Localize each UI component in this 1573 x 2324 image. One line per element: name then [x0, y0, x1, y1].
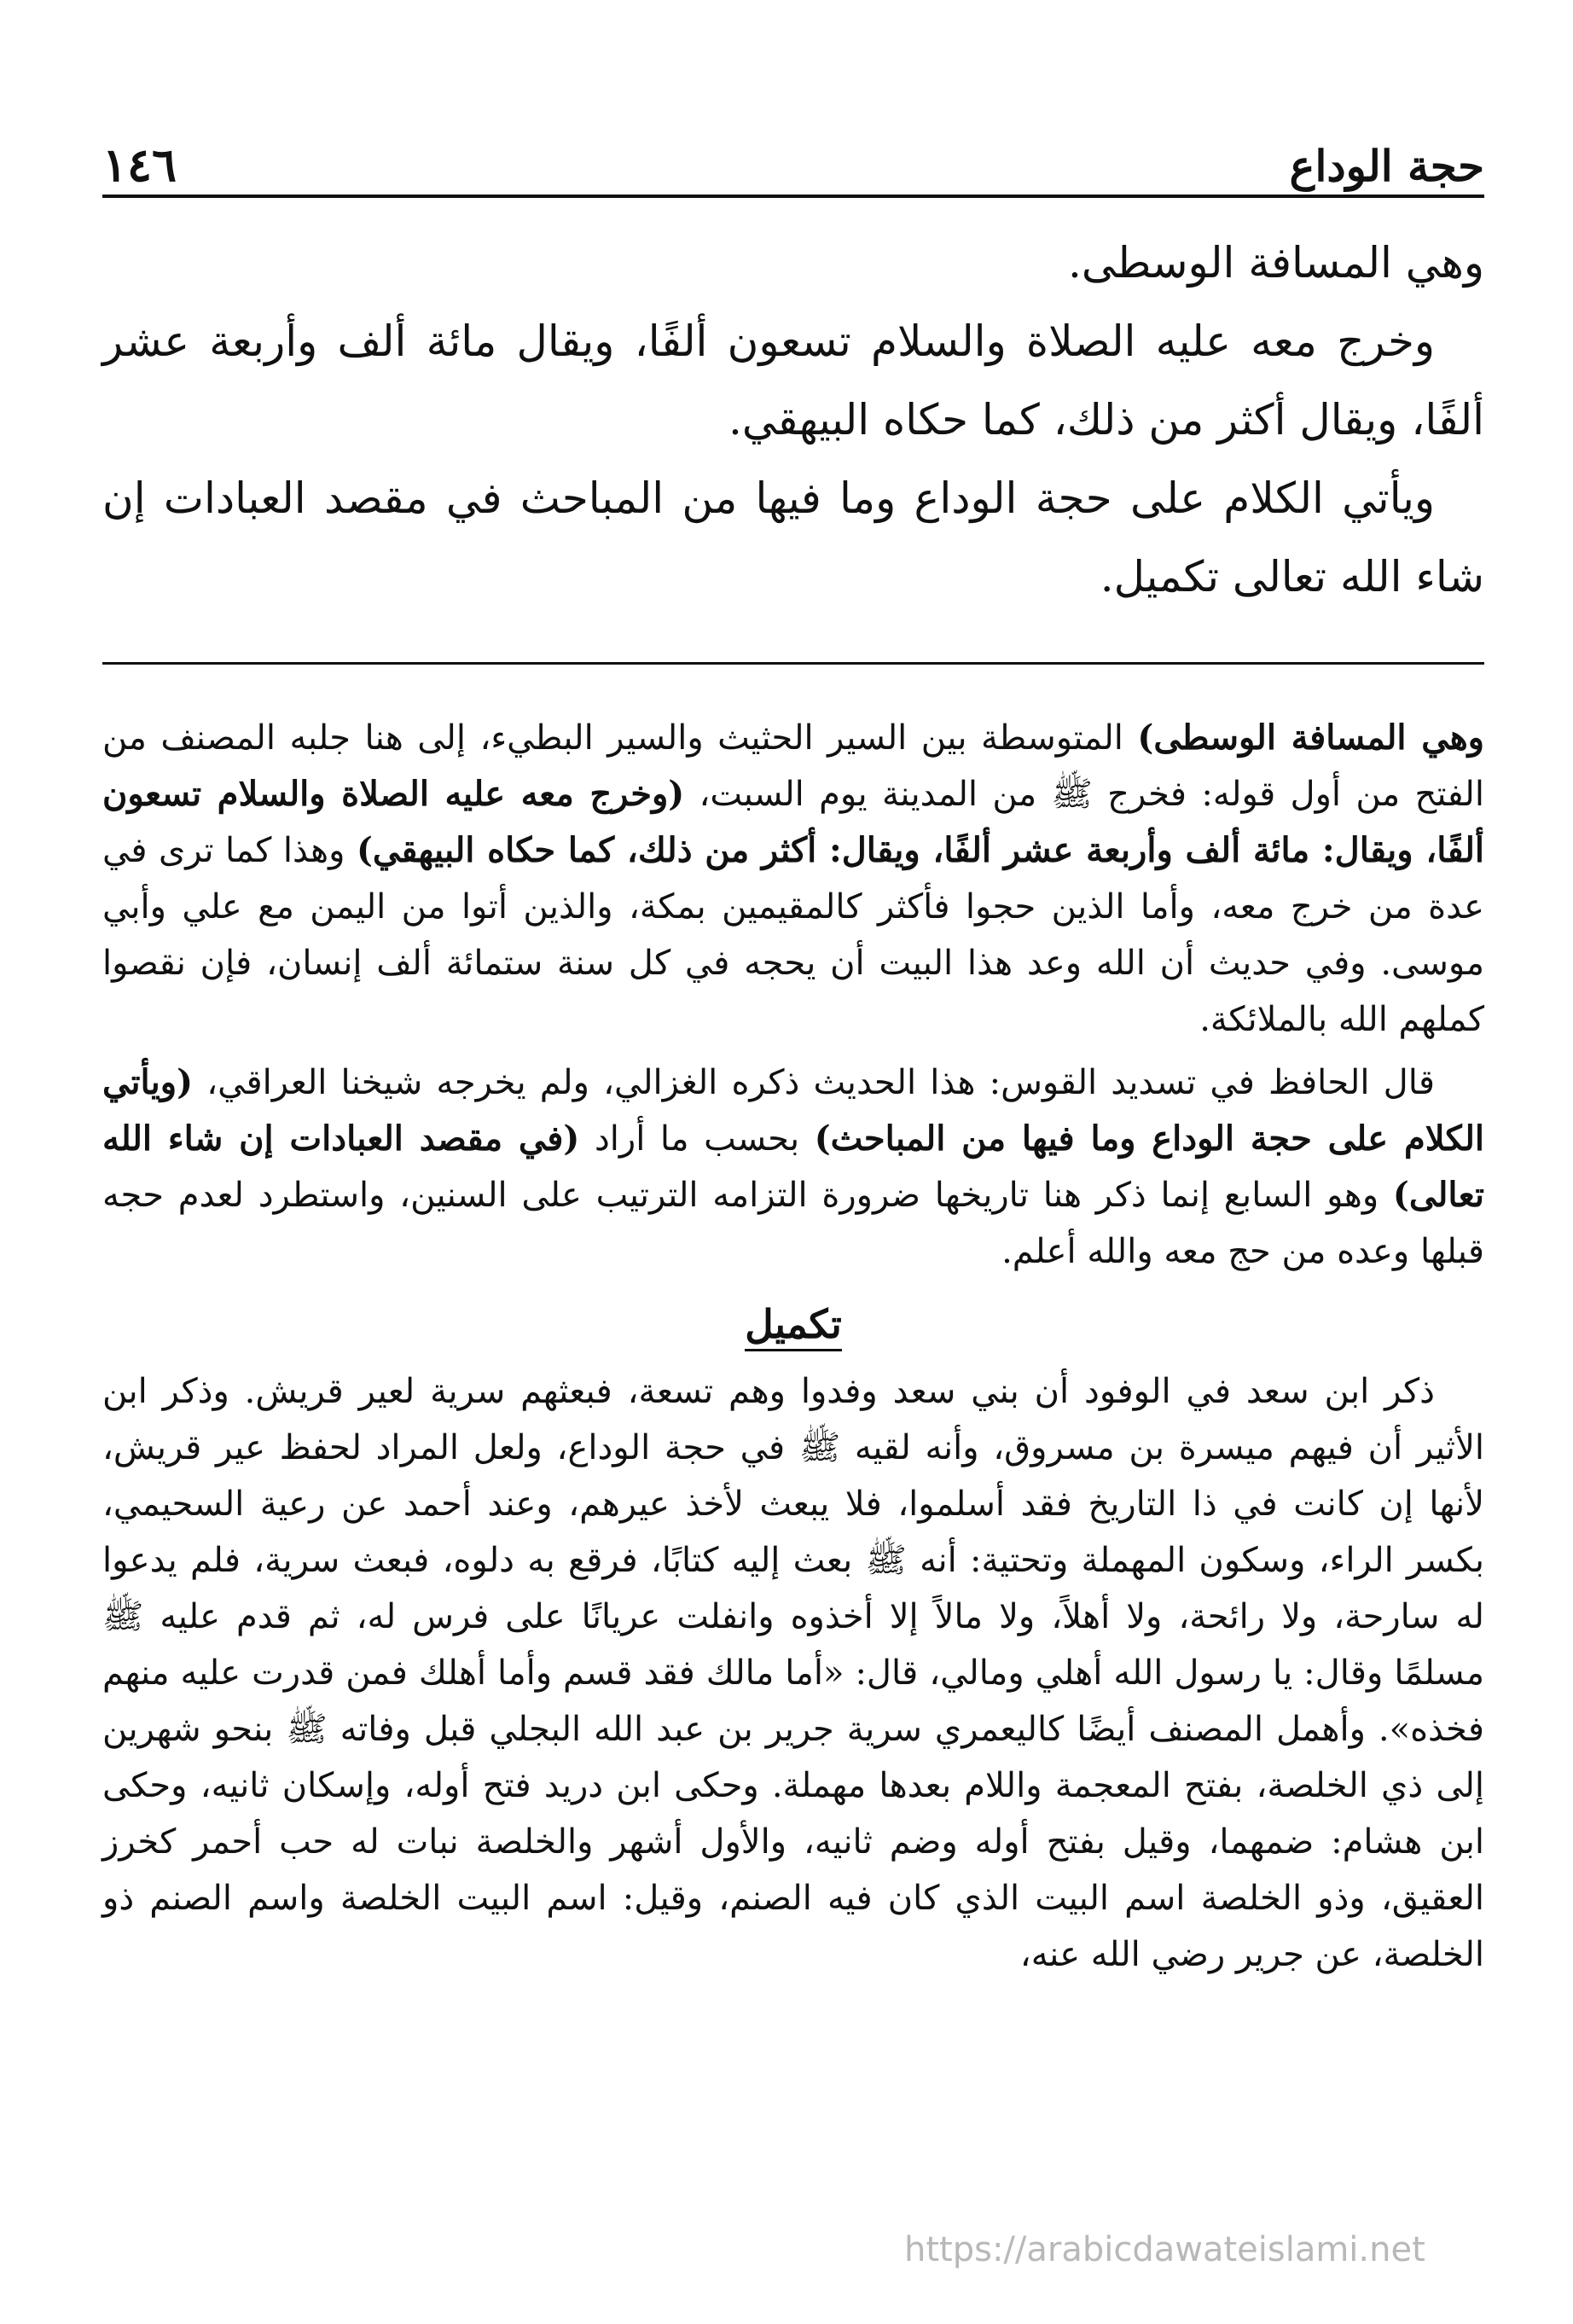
section-heading-text: تكميل: [745, 1301, 842, 1351]
main-text: [102, 224, 1484, 616]
quoted-text: (وخرج معه عليه الصلاة والسلام تسعون ألفًا، ويقال: مائة ألف وأربعة عشر ألفًا، ويقال: أكثر من ذلك، كما حكاه البيهقي): [102, 774, 1484, 870]
section-heading: [102, 1290, 1484, 1358]
page-number: ١٤٦: [102, 137, 177, 192]
commentary-text: وهذا كما ترى في عدة من خرج معه، وأما الذين حجوا فأكثر كالمقيمين بمكة، والذين أتوا من اليمن مع علي وأبي موسى. وفي حديث أن الله وعد هذا البيت أن يحجه في كل سنة ستمائة ألف إنسان، فإن نقصوا كملهم الله بالملائكة.: [102, 831, 1484, 1039]
main-paragraph-2: وخرج معه عليه الصلاة والسلام تسعون ألفًا، ويقال مائة ألف وأربعة عشر ألفًا، ويقال أكثر من ذلك، كما حكاه البيهقي.: [102, 317, 1484, 444]
commentary-paragraph-1: [102, 710, 1484, 1048]
main-paragraph-3: ويأتي الكلام على حجة الوداع وما فيها من المباحث في مقصد العبادات إن شاء الله تعالى تكميل.: [102, 474, 1484, 601]
commentary: [102, 710, 1484, 1990]
quoted-text: وهي المسافة الوسطى): [1137, 718, 1484, 758]
header-rule: [102, 195, 1484, 198]
quoted-text: (ويأتي الكلام على حجة الوداع وما فيها من المباحث): [102, 1062, 1484, 1159]
commentary-divider: [102, 662, 1484, 665]
commentary-text: وهو السابع إنما ذكر هنا تاريخها ضرورة التزامه الترتيب على السنين، واستطرد لعدم حجه قبلها وعده من حج معه والله أعلم.: [102, 1176, 1484, 1271]
commentary-text: بحسب ما أراد: [579, 1119, 815, 1159]
watermark: https://arabicdawateislami.net: [904, 2230, 1425, 2269]
running-title: حجة الوداع: [1289, 141, 1484, 191]
quoted-text: (في مقصد العبادات إن شاء الله تعالى): [102, 1118, 1484, 1215]
commentary-paragraph-3: ذكر ابن سعد في الوفود أن بني سعد وفدوا وهم تسعة، فبعثهم سرية لعير قريش. وذكر ابن الأثير أن فيهم ميسرة بن مسروق، وأنه لقيه ﷺ في حجة الوداع، ولعل المراد لحفظ عير قريش، لأنها إن كانت في ذا التاريخ فقد أسلموا، فلا يبعث لأخذ عيرهم، وعند أحمد عن رعية السحيمي، بكسر الراء، وسكون المهملة وتحتية: أنه ﷺ بعث إليه كتابًا، فرقع به دلوه، فبعث سرية، فلم يدعوا له سارحة، ولا رائحة، ولا أهلاً، ولا مالاً إلا أخذوه وانفلت عريانًا على فرس له، ثم قدم عليه ﷺ مسلمًا وقال: يا رسول الله أهلي ومالي، قال: «أما مالك فقد قسم وأما أهلك فمن قدرت عليه منهم فخذه». وأهمل المصنف أيضًا كاليعمري سرية جرير بن عبد الله البجلي قبل وفاته ﷺ بنحو شهرين إلى ذي الخلصة، بفتح المعجمة واللام بعدها مهملة. وحكى ابن دريد فتح أوله، وإسكان ثانيه، وحكى ابن هشام: ضمهما، وقيل بفتح أوله وضم ثانيه، والأول أشهر والخلصة نبات له حب أحمر كخرز العقيق، وذو الخلصة اسم البيت الذي كان فيه الصنم، وقيل: اسم البيت الخلصة واسم الصنم ذو الخلصة، عن جرير رضي الله عنه،: [102, 1372, 1485, 1974]
main-paragraph-1: وهي المسافة الوسطى.: [1068, 238, 1484, 288]
commentary-text: قال الحافظ في تسديد القوس: هذا الحديث ذكره الغزالي، ولم يخرجه شيخنا العراقي،: [193, 1063, 1436, 1102]
commentary-paragraph-2: [102, 1055, 1484, 1280]
page: [102, 0, 1484, 2324]
running-header: [102, 102, 1484, 192]
commentary-text: المتوسطة بين السير الحثيث والسير البطيء، إلى هنا جلبه المصنف من الفتح من أول قوله: فخرج ﷺ من المدينة يوم السبت،: [102, 718, 1484, 814]
